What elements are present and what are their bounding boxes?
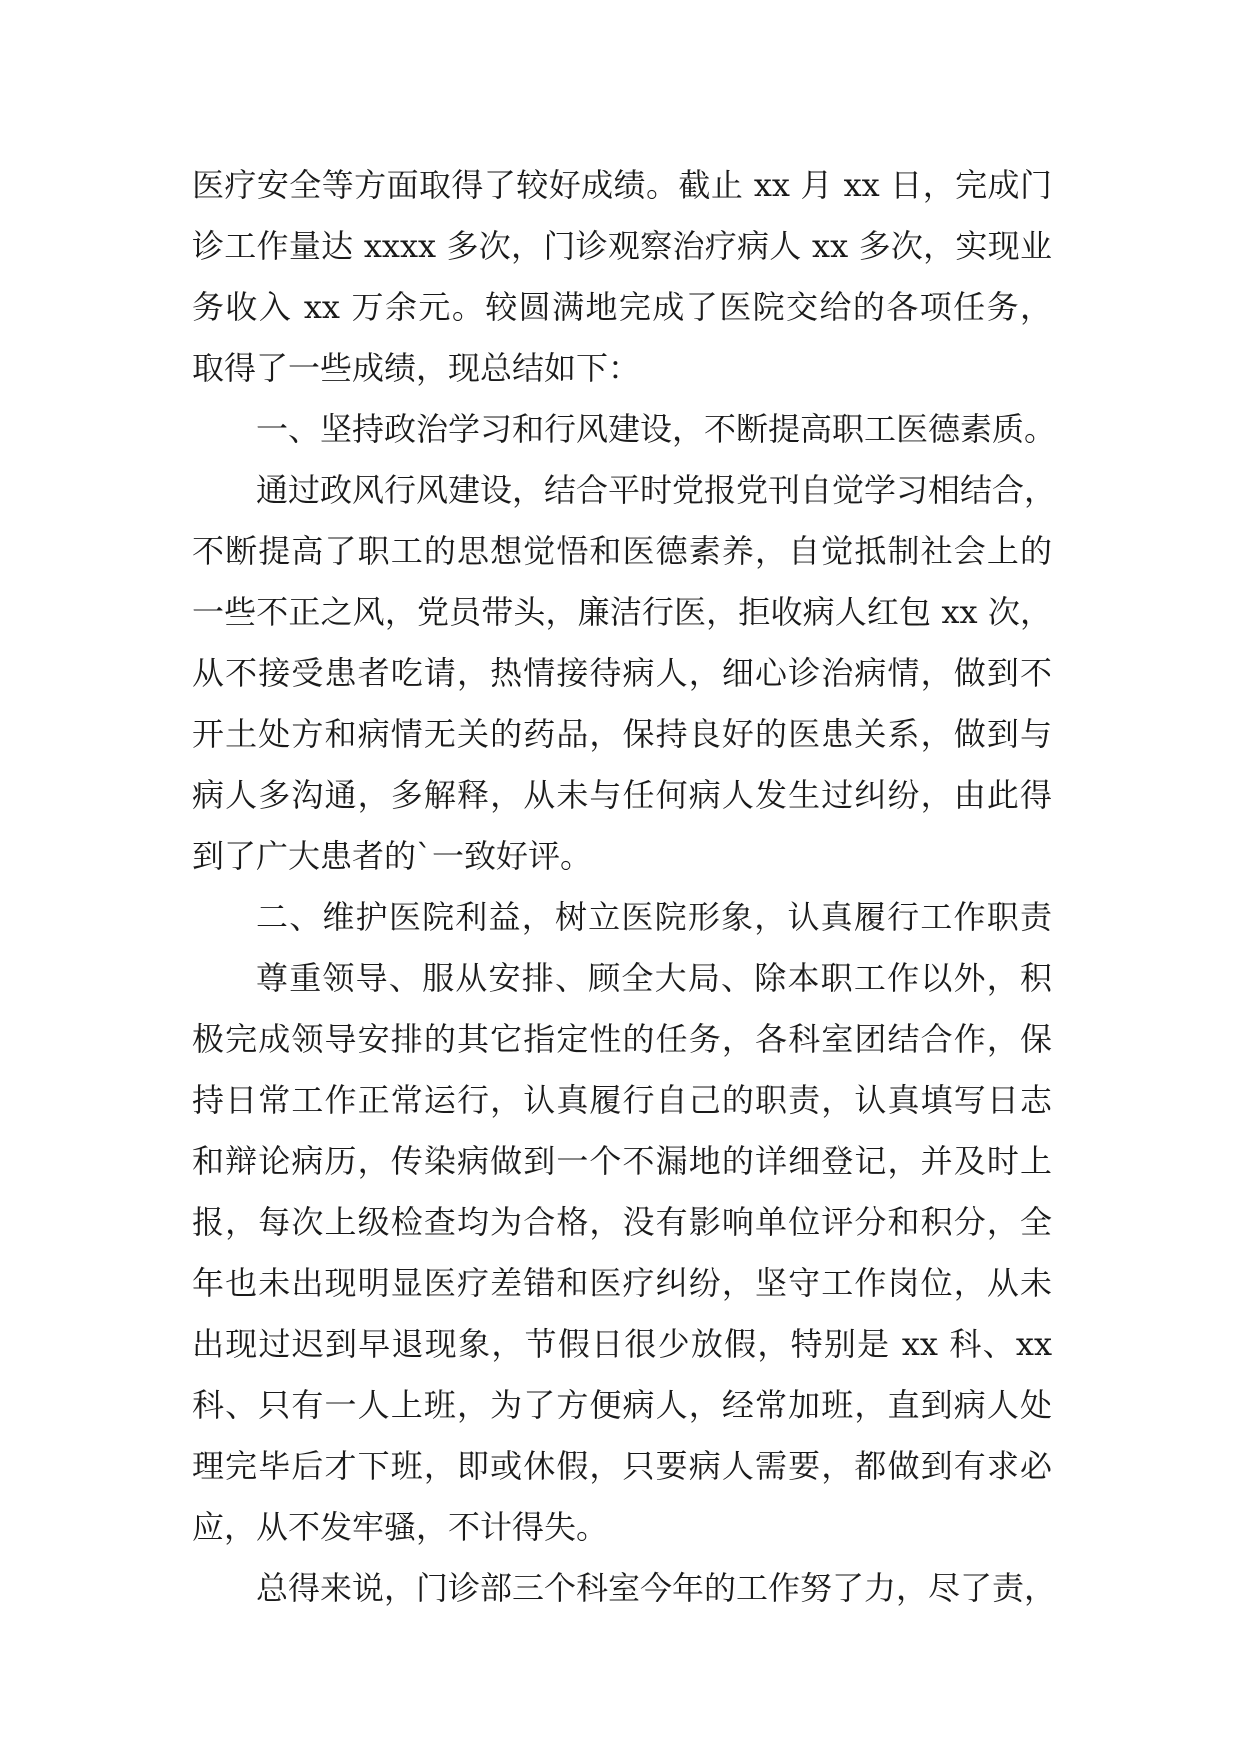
text-line: 医疗安全等方面取得了较好成绩。截止 xx 月 xx 日，完成门	[192, 166, 1052, 204]
text-line: 持日常工作正常运行，认真履行自己的职责，认真填写日志	[192, 1081, 1052, 1119]
text-line: 一、坚持政治学习和行风建设，不断提高职工医德素质。	[256, 410, 1057, 448]
text-line: 科、只有一人上班，为了方便病人，经常加班，直到病人处	[192, 1386, 1052, 1424]
text-line: 病人多沟通，多解释，从未与任何病人发生过纠纷，由此得	[192, 776, 1052, 814]
text-line: 取得了一些成绩，现总结如下：	[192, 349, 641, 387]
text-line: 总得来说，门诊部三个科室今年的工作努了力，尽了责，	[256, 1569, 1057, 1607]
text-line: 年也未出现明显医疗差错和医疗纠纷，坚守工作岗位，从未	[192, 1264, 1052, 1302]
text-line: 到了广大患者的`一致好评。	[192, 837, 593, 875]
text-line: 务收入 xx 万余元。较圆满地完成了医院交给的各项任务，	[192, 288, 1052, 326]
document-body	[192, 155, 1057, 1619]
text-line: 和辩论病历，传染病做到一个不漏地的详细登记，并及时上	[192, 1142, 1052, 1180]
text-line: 出现过迟到早退现象，节假日很少放假，特别是 xx 科、xx	[192, 1325, 1052, 1363]
text-line: 尊重领导、服从安排、顾全大局、除本职工作以外，积	[256, 959, 1052, 997]
text-line: 诊工作量达 xxxx 多次，门诊观察治疗病人 xx 多次，实现业	[192, 227, 1052, 265]
text-line: 理完毕后才下班，即或休假，只要病人需要，都做到有求必	[192, 1447, 1052, 1485]
text-line: 应，从不发牢骚，不计得失。	[192, 1508, 609, 1546]
text-line: 不断提高了职工的思想觉悟和医德素养，自觉抵制社会上的	[192, 532, 1052, 570]
text-line: 通过政风行风建设，结合平时党报党刊自觉学习相结合，	[256, 471, 1057, 509]
text-line: 报，每次上级检查均为合格，没有影响单位评分和积分，全	[192, 1203, 1052, 1241]
text-line: 开土处方和病情无关的药品，保持良好的医患关系，做到与	[192, 715, 1052, 753]
text-line: 极完成领导安排的其它指定性的任务，各科室团结合作，保	[192, 1020, 1052, 1058]
text-line: 二、维护医院利益，树立医院形象，认真履行工作职责	[256, 898, 1052, 936]
text-line: 从不接受患者吃请，热情接待病人，细心诊治病情，做到不	[192, 654, 1052, 692]
text-line: 一些不正之风，党员带头，廉洁行医，拒收病人红包 xx 次，	[192, 593, 1052, 631]
